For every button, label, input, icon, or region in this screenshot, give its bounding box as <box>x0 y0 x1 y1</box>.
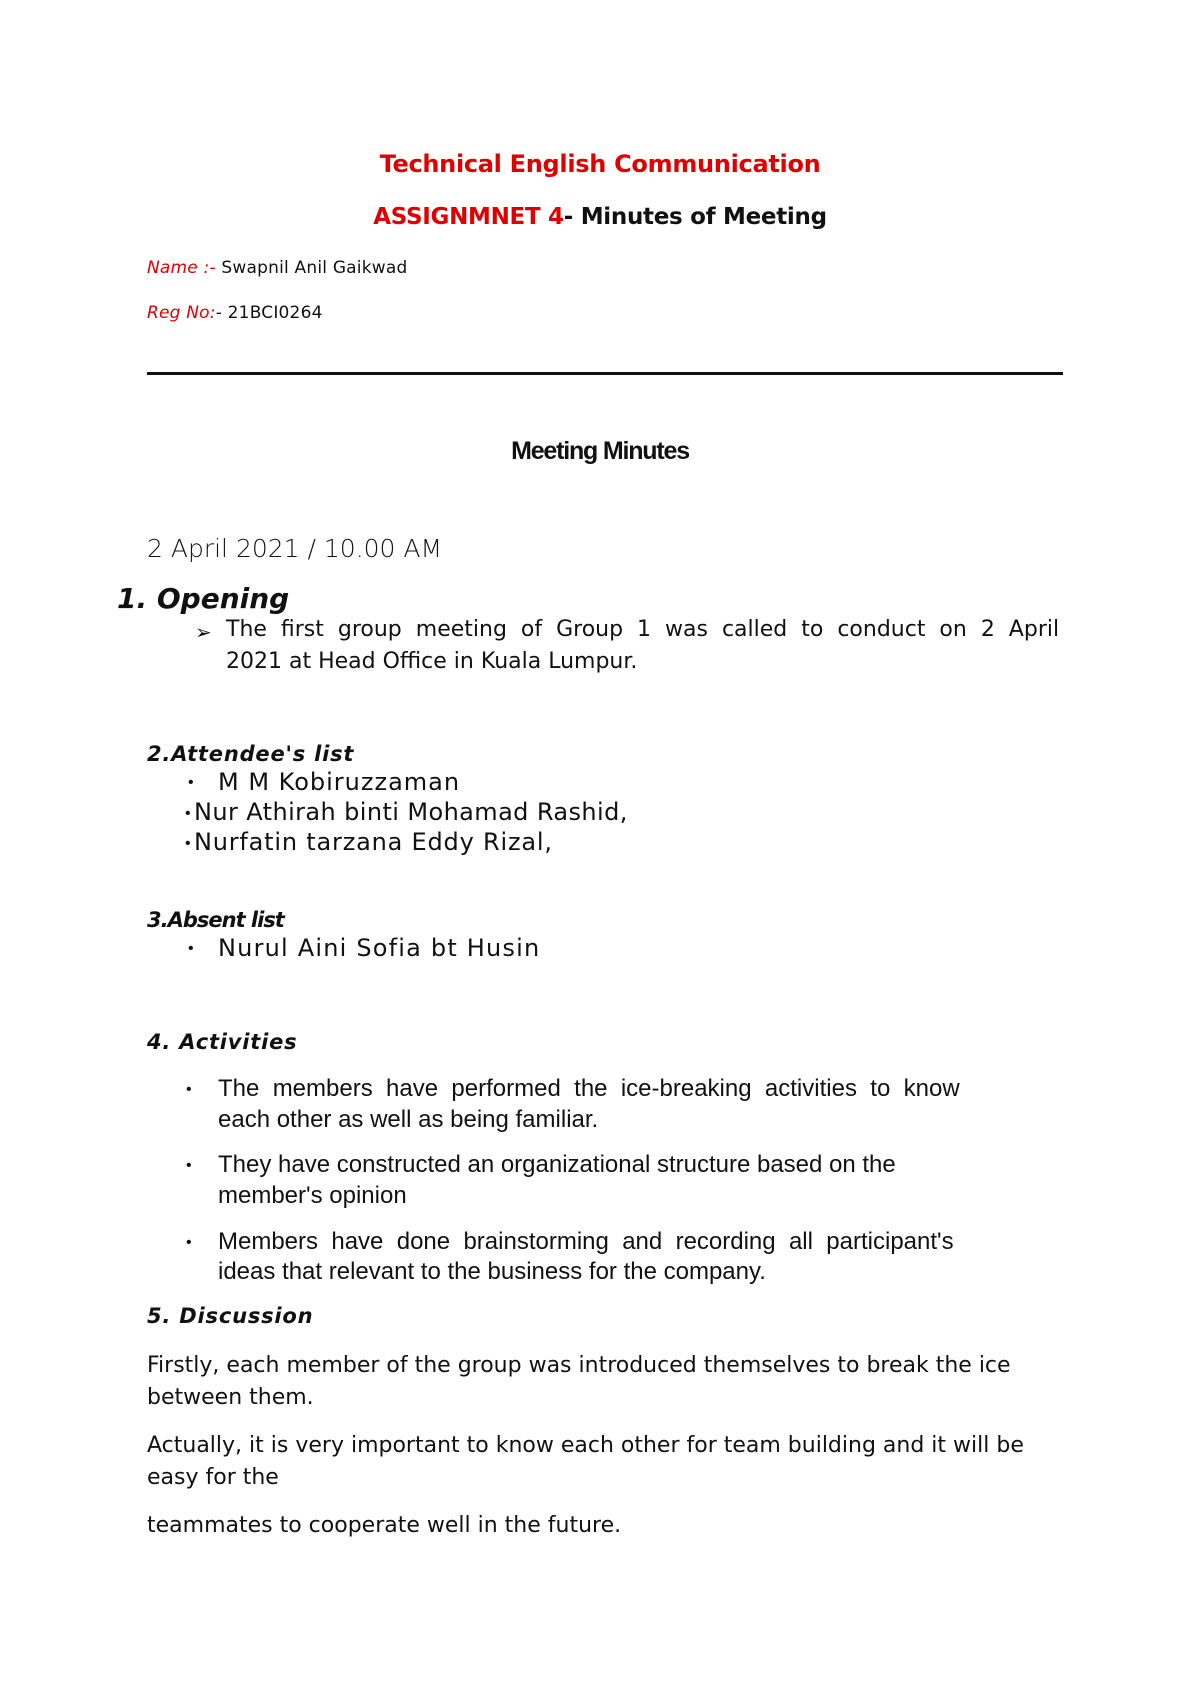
document-title: Technical English Communication <box>379 150 821 178</box>
meeting-datetime: 2 April 2021 / 10.00 AM <box>147 534 443 563</box>
name-label: Name :- <box>147 258 216 278</box>
assignment-topic: - Minutes of Meeting <box>563 204 827 230</box>
attendees-heading: 2.Attendee's list <box>147 742 355 766</box>
discussion-paragraph-line: Firstly, each member of the group was introduced themselves to break the ice <box>147 1353 1011 1378</box>
bullet-icon: • <box>188 774 194 791</box>
reg-line <box>147 303 323 323</box>
opening-title: Opening <box>156 582 290 615</box>
bullet-icon: • <box>186 1157 192 1174</box>
bullet-icon: • <box>185 805 191 822</box>
activity-item-line2: member's opinion <box>218 1182 407 1209</box>
bullet-icon: • <box>186 1234 192 1251</box>
attendee-item: Nurfatin tarzana Eddy Rizal, <box>194 828 553 856</box>
activity-item-line2: ideas that relevant to the business for the company. <box>218 1258 766 1285</box>
activity-item-line1: They have constructed an organizational structure based on the <box>218 1151 896 1178</box>
bullet-icon: • <box>186 1081 192 1098</box>
reg-value: - 21BCI0264 <box>215 303 323 323</box>
opening-text-line2: 2021 at Head Office in Kuala Lumpur. <box>226 649 638 674</box>
opening-text-line1: The first group meeting of Group 1 was called to conduct on 2 April <box>226 617 1060 642</box>
bullet-icon: • <box>185 835 191 852</box>
activity-item-line1: Members have done brainstorming and recording all participant's <box>218 1228 954 1255</box>
discussion-heading: 5. Discussion <box>147 1304 314 1328</box>
activity-item-line1: The members have performed the ice-breaking activities to know <box>218 1075 960 1102</box>
discussion-paragraph-line: between them. <box>147 1385 314 1410</box>
name-value: Swapnil Anil Gaikwad <box>215 258 408 278</box>
opening-heading <box>117 582 289 615</box>
discussion-paragraph-line: Actually, it is very important to know each other for team building and it will be <box>147 1433 1024 1458</box>
discussion-paragraph-line: teammates to cooperate well in the future. <box>147 1513 622 1538</box>
attendee-item: Nur Athirah binti Mohamad Rashid, <box>194 798 628 826</box>
opening-number: 1. <box>117 582 148 615</box>
assignment-subtitle <box>0 204 1200 230</box>
bullet-icon: • <box>188 940 194 957</box>
attendee-item: M M Kobiruzzaman <box>218 768 461 796</box>
name-line <box>147 258 408 278</box>
activity-item-line2: each other as well as being familiar. <box>218 1106 599 1133</box>
arrow-bullet-icon: ➢ <box>195 622 212 644</box>
minutes-title: Meeting Minutes <box>511 437 689 465</box>
assignment-label: ASSIGNMNET 4 <box>373 204 564 230</box>
discussion-paragraph-line: easy for the <box>147 1465 279 1490</box>
horizontal-rule <box>147 372 1063 375</box>
activities-heading: 4. Activities <box>147 1030 298 1054</box>
absent-heading: 3.Absent list <box>147 908 284 932</box>
absent-item: Nurul Aini Sofia bt Husin <box>218 934 541 962</box>
reg-label: Reg No: <box>147 303 216 323</box>
